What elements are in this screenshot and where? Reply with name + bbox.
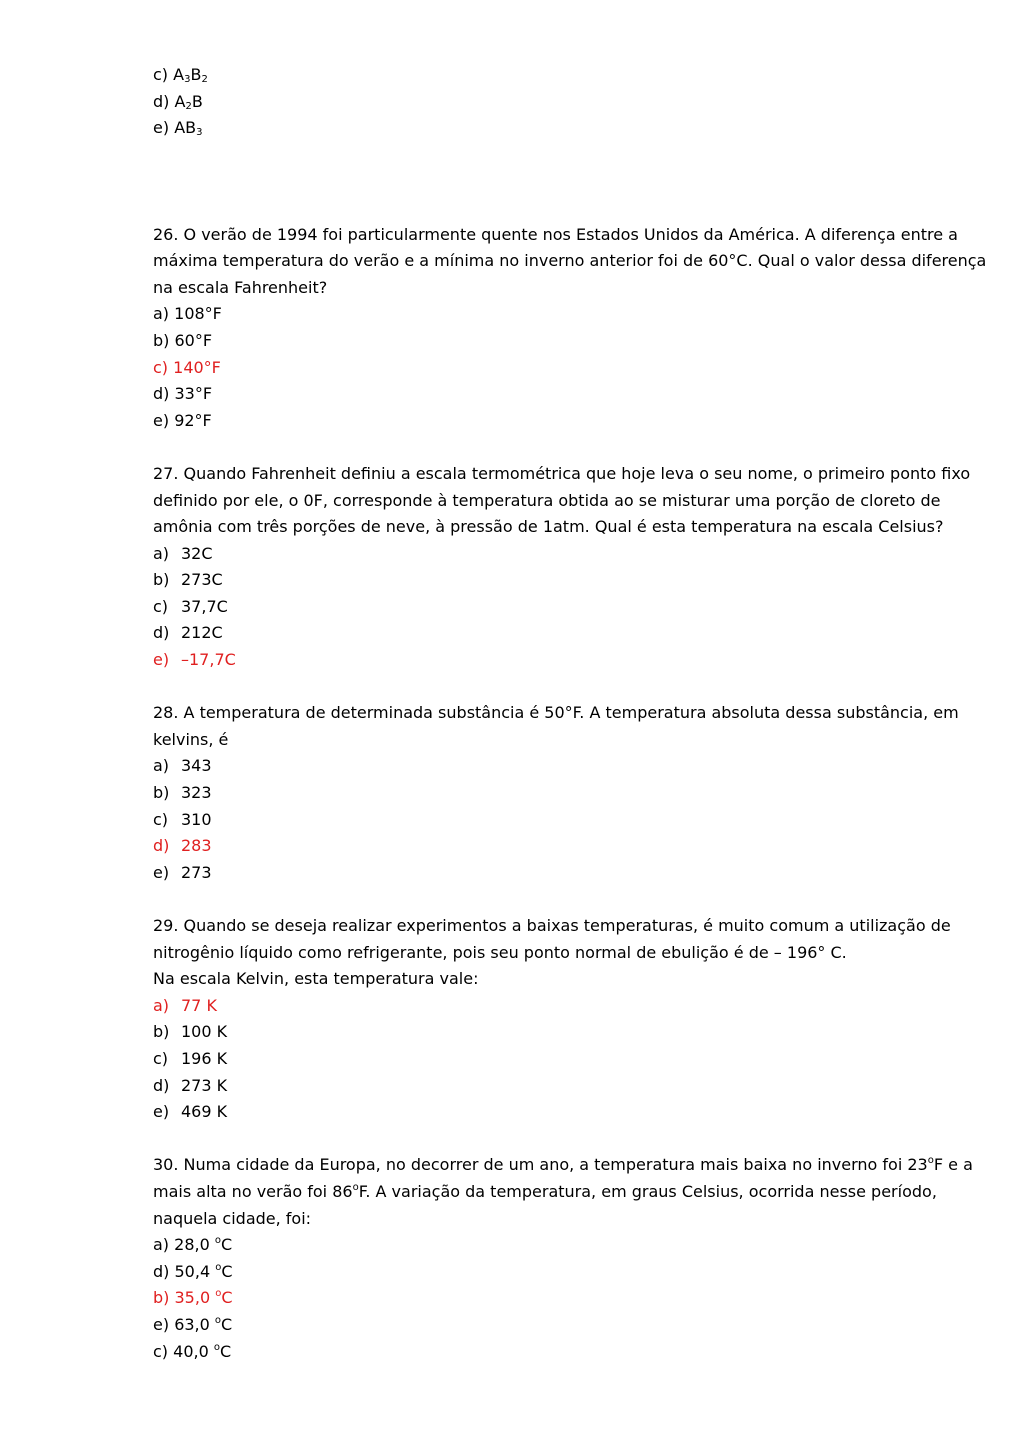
option-value: 40,0 <box>173 1341 209 1361</box>
option-label: b) <box>153 783 170 803</box>
degree-superscript: o <box>215 1288 222 1300</box>
option-unit: C <box>221 1288 233 1308</box>
option-text: 100 K <box>181 1022 228 1042</box>
formula <box>175 92 203 111</box>
option-label: b) <box>153 1022 170 1042</box>
formula-part: B <box>190 65 202 84</box>
option-text: 196 K <box>181 1048 228 1068</box>
question-stem: 27. Quando Fahrenheit definiu a escala termométrica que hoje leva o seu nome, o primeiro ponto fixo <box>153 463 971 483</box>
option-text: 323 <box>181 783 212 803</box>
option-unit: C <box>221 1261 233 1281</box>
option-text: 212C <box>181 623 223 643</box>
option-text: 310 <box>181 809 212 829</box>
question-stem: amônia com três porções de neve, à pressão de 1atm. Qual é esta temperatura na escala Celsius? <box>153 517 944 537</box>
option-label: a) <box>153 304 170 324</box>
spacer <box>153 142 953 169</box>
option-label: d) <box>153 91 170 111</box>
option-text: 77 K <box>181 995 217 1015</box>
question-27 <box>153 461 971 674</box>
question-26 <box>153 222 987 435</box>
option-label: b) <box>153 1288 170 1308</box>
stem-text: mais alta no verão foi 86 <box>153 1181 353 1201</box>
option-text: 469 K <box>181 1102 228 1122</box>
option-d <box>153 381 953 408</box>
option-label: e) <box>153 118 170 138</box>
option-c <box>153 1046 953 1073</box>
question-stem: naquela cidade, foi: <box>153 1208 312 1228</box>
option-e <box>153 408 953 435</box>
spacer <box>153 674 953 701</box>
option-unit: C <box>220 1235 233 1255</box>
option-label: c) <box>153 357 169 377</box>
option-b-correct <box>153 1285 953 1312</box>
question-stem <box>153 1152 973 1179</box>
option-label: a) <box>153 756 170 776</box>
formula <box>173 65 208 84</box>
option-a-correct <box>153 993 953 1020</box>
option-e <box>153 860 953 887</box>
spacer <box>153 168 953 195</box>
option-label: b) <box>153 570 170 590</box>
option-value: 28,0 <box>174 1235 210 1255</box>
option-b <box>153 780 953 807</box>
option-label: c) <box>153 65 169 84</box>
option-label: c) <box>153 596 169 616</box>
formula-part: B <box>191 91 203 111</box>
option-unit: C <box>219 1341 232 1361</box>
question-30 <box>153 1152 973 1365</box>
spacer <box>153 886 953 913</box>
option-label: e) <box>153 1102 170 1122</box>
option-label: e) <box>153 410 170 430</box>
option-label: c) <box>153 1048 169 1068</box>
option-d <box>153 1073 953 1100</box>
option-text: 343 <box>181 756 212 776</box>
option-a <box>153 753 953 780</box>
option-label: d) <box>153 836 170 856</box>
question-29 <box>153 913 953 1126</box>
question-stem: nitrogênio líquido como refrigerante, pois seu ponto normal de ebulição é de – 196° C. <box>153 942 847 962</box>
option-a <box>153 1232 953 1259</box>
option-label: d) <box>153 384 170 404</box>
option-text: 273 <box>181 862 212 882</box>
formula-part: AB <box>174 118 197 138</box>
question-28 <box>153 700 959 886</box>
option-text: 32C <box>181 543 213 563</box>
formula-subscript: 3 <box>196 127 203 139</box>
option-c <box>153 1339 953 1366</box>
option-label: d) <box>153 1261 170 1281</box>
option-a <box>153 301 953 328</box>
option-a <box>153 541 953 568</box>
degree-superscript: o <box>215 1261 222 1273</box>
option-label: b) <box>153 330 170 350</box>
option-text: 273C <box>181 570 223 590</box>
option-d <box>153 1259 953 1286</box>
degree-superscript: o <box>927 1155 934 1167</box>
option-line <box>153 115 953 142</box>
option-text: 273 K <box>181 1075 228 1095</box>
question-stem: máxima temperatura do verão e a mínima no inverno anterior foi de 60°C. Qual o valor dessa diferença <box>153 251 987 271</box>
option-text: 140°F <box>173 357 221 377</box>
option-c <box>153 807 953 834</box>
option-text: 283 <box>181 836 212 856</box>
option-label: c) <box>153 1341 169 1361</box>
formula-part: A <box>174 91 186 111</box>
question-stem: 26. O verão de 1994 foi particularmente quente nos Estados Unidos da América. A diferença entre a <box>153 224 958 244</box>
option-label: e) <box>153 862 170 882</box>
document-page <box>153 62 987 1365</box>
degree-superscript: o <box>214 1314 222 1326</box>
spacer <box>153 1126 953 1153</box>
option-e-correct <box>153 647 953 674</box>
option-value: 35,0 <box>174 1288 211 1308</box>
option-value: 50,4 <box>174 1261 211 1281</box>
option-d-correct <box>153 833 953 860</box>
formula-subscript: 2 <box>185 100 192 112</box>
stem-text: F. A variação da temperatura, em graus Celsius, ocorrida nesse período, <box>358 1181 937 1201</box>
option-label: e) <box>153 1314 170 1334</box>
question-stem: 28. A temperatura de determinada substância é 50°F. A temperatura absoluta dessa substância, em <box>153 703 959 723</box>
option-text: 37,7C <box>181 596 228 616</box>
option-unit: C <box>221 1314 233 1334</box>
option-b <box>153 1019 953 1046</box>
question-stem: definido por ele, o 0F, corresponde à temperatura obtida ao se misturar uma porção de cloreto de <box>153 490 941 510</box>
question-stem: kelvins, é <box>153 729 229 749</box>
option-line <box>153 89 953 116</box>
option-e <box>153 1312 953 1339</box>
option-text: 108°F <box>174 304 222 324</box>
option-text: 60°F <box>174 330 213 350</box>
formula-subscript: 2 <box>201 74 208 85</box>
degree-superscript: o <box>214 1235 221 1247</box>
option-b <box>153 328 953 355</box>
question-stem: 29. Quando se deseja realizar experimentos a baixas temperaturas, é muito comum a utilização de <box>153 916 951 935</box>
formula-subscript: 3 <box>184 74 191 85</box>
question-stem <box>153 1179 953 1206</box>
formula <box>174 118 202 137</box>
option-label: d) <box>153 1075 170 1095</box>
option-line <box>153 62 953 89</box>
spacer <box>153 434 953 461</box>
question-stem: Na escala Kelvin, esta temperatura vale: <box>153 969 479 989</box>
option-c-correct <box>153 355 953 382</box>
option-c <box>153 594 953 621</box>
option-label: c) <box>153 809 169 829</box>
option-e <box>153 1099 953 1126</box>
option-value: 63,0 <box>174 1314 210 1334</box>
option-label: a) <box>153 995 170 1015</box>
option-label: a) <box>153 1235 170 1255</box>
stem-text: F e a <box>933 1155 973 1175</box>
spacer <box>153 195 953 222</box>
degree-superscript: o <box>352 1181 359 1193</box>
option-label: d) <box>153 623 170 643</box>
previous-question-options <box>153 62 953 142</box>
option-text: 92°F <box>174 410 212 430</box>
option-d <box>153 620 953 647</box>
question-stem: na escala Fahrenheit? <box>153 277 328 297</box>
stem-text: 30. Numa cidade da Europa, no decorrer de um ano, a temperatura mais baixa no inverno foi 23 <box>153 1155 928 1175</box>
formula-part: A <box>173 65 185 84</box>
option-text: 33°F <box>174 384 213 404</box>
option-text: –17,7C <box>181 650 236 670</box>
degree-superscript: o <box>213 1341 220 1353</box>
option-label: e) <box>153 650 170 670</box>
option-label: a) <box>153 543 170 563</box>
option-b <box>153 567 953 594</box>
